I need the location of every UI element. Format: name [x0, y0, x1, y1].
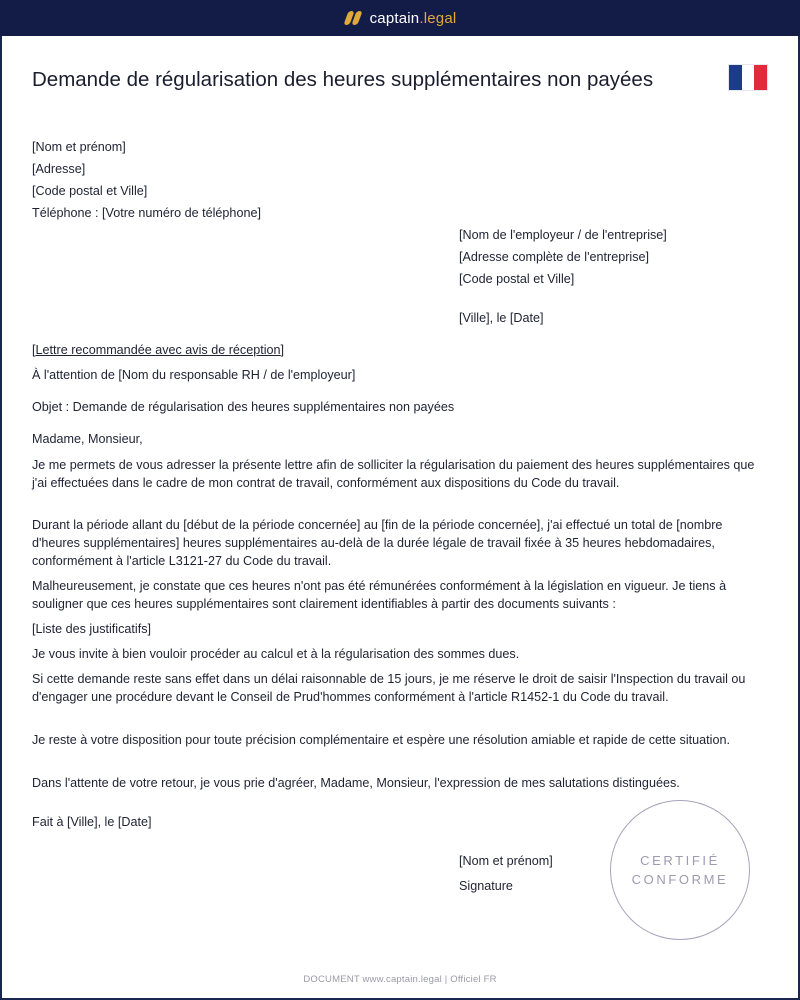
- top-bar: [0, 0, 800, 36]
- sender-name: [Nom et prénom]: [32, 140, 126, 154]
- document-title: Demande de régularisation des heures supplémentaires non payées: [32, 68, 654, 91]
- signer-name: [Nom et prénom]: [459, 854, 553, 868]
- sender-city: [Code postal et Ville]: [32, 184, 148, 198]
- french-flag-icon: [729, 65, 767, 90]
- delivery-mode: [Lettre recommandée avec avis de réception]: [32, 343, 285, 357]
- body-paragraph: Je me permets de vous adresser la présente lettre afin de solliciter la régularisation du paiement des heures supplémentaires que j'ai effectuées dans le cadre de mon contrat de travail, conformément aux dispositions du Code du travail.: [32, 458, 755, 490]
- sender-address: [Adresse]: [32, 162, 86, 176]
- stamp-line-1: CERTIFIÉ: [640, 853, 720, 868]
- body-paragraph: Je vous invite à bien vouloir procéder au calcul et à la régularisation des sommes dues.: [32, 647, 520, 661]
- stamp-line-2: CONFORME: [631, 872, 729, 887]
- document-footer: DOCUMENT www.captain.legal | Officiel FR: [303, 974, 497, 985]
- brand-logo[interactable]: [344, 10, 457, 27]
- salutation: Madame, Monsieur,: [32, 432, 143, 446]
- signature-label: Signature: [459, 879, 513, 893]
- evidence-list-placeholder: [Liste des justificatifs]: [32, 622, 151, 636]
- captain-logo-icon: [344, 10, 362, 26]
- certified-stamp: [610, 800, 750, 940]
- recipient-city: [Code postal et Ville]: [459, 272, 575, 286]
- sender-phone: Téléphone : [Votre numéro de téléphone]: [32, 206, 261, 220]
- body-paragraph: Durant la période allant du [début de la période concernée] au [fin de la période concernée], j'ai effectué un total de [nombre d'heures supplémentaires] heures supplémentaires au-delà de la durée légale de travail fixée à 35 heures hebdomadaires, conformément à l'article L3121-27 du Code du travail.: [32, 518, 723, 568]
- done-at: Fait à [Ville], le [Date]: [32, 815, 152, 829]
- body-paragraph: Je reste à votre disposition pour toute précision complémentaire et espère une résolution amiable et rapide de cette situation.: [32, 733, 730, 747]
- closing-paragraph: Dans l'attente de votre retour, je vous prie d'agréer, Madame, Monsieur, l'expression de mes salutations distinguées.: [32, 776, 680, 790]
- body-paragraph: Si cette demande reste sans effet dans un délai raisonnable de 15 jours, je me réserve le droit de saisir l'Inspection du travail ou d'engager une procédure devant le Conseil de Prud'hommes conformément à l'article R1452-1 du Code du travail.: [32, 672, 746, 704]
- place-date: [Ville], le [Date]: [459, 311, 544, 325]
- brand-name: captain.legal: [369, 9, 457, 27]
- attention-line: À l'attention de [Nom du responsable RH / de l'employeur]: [32, 368, 356, 382]
- letter-document: [2, 36, 798, 998]
- body-paragraph: Malheureusement, je constate que ces heures n'ont pas été rémunérées conformément à la législation en vigueur. Je tiens à souligner que ces heures supplémentaires sont clairement identifiables à partir des documents suivants :: [32, 579, 727, 611]
- subject-line: Objet : Demande de régularisation des heures supplémentaires non payées: [32, 400, 455, 414]
- recipient-name: [Nom de l'employeur / de l'entreprise]: [459, 228, 667, 242]
- recipient-address: [Adresse complète de l'entreprise]: [459, 250, 650, 264]
